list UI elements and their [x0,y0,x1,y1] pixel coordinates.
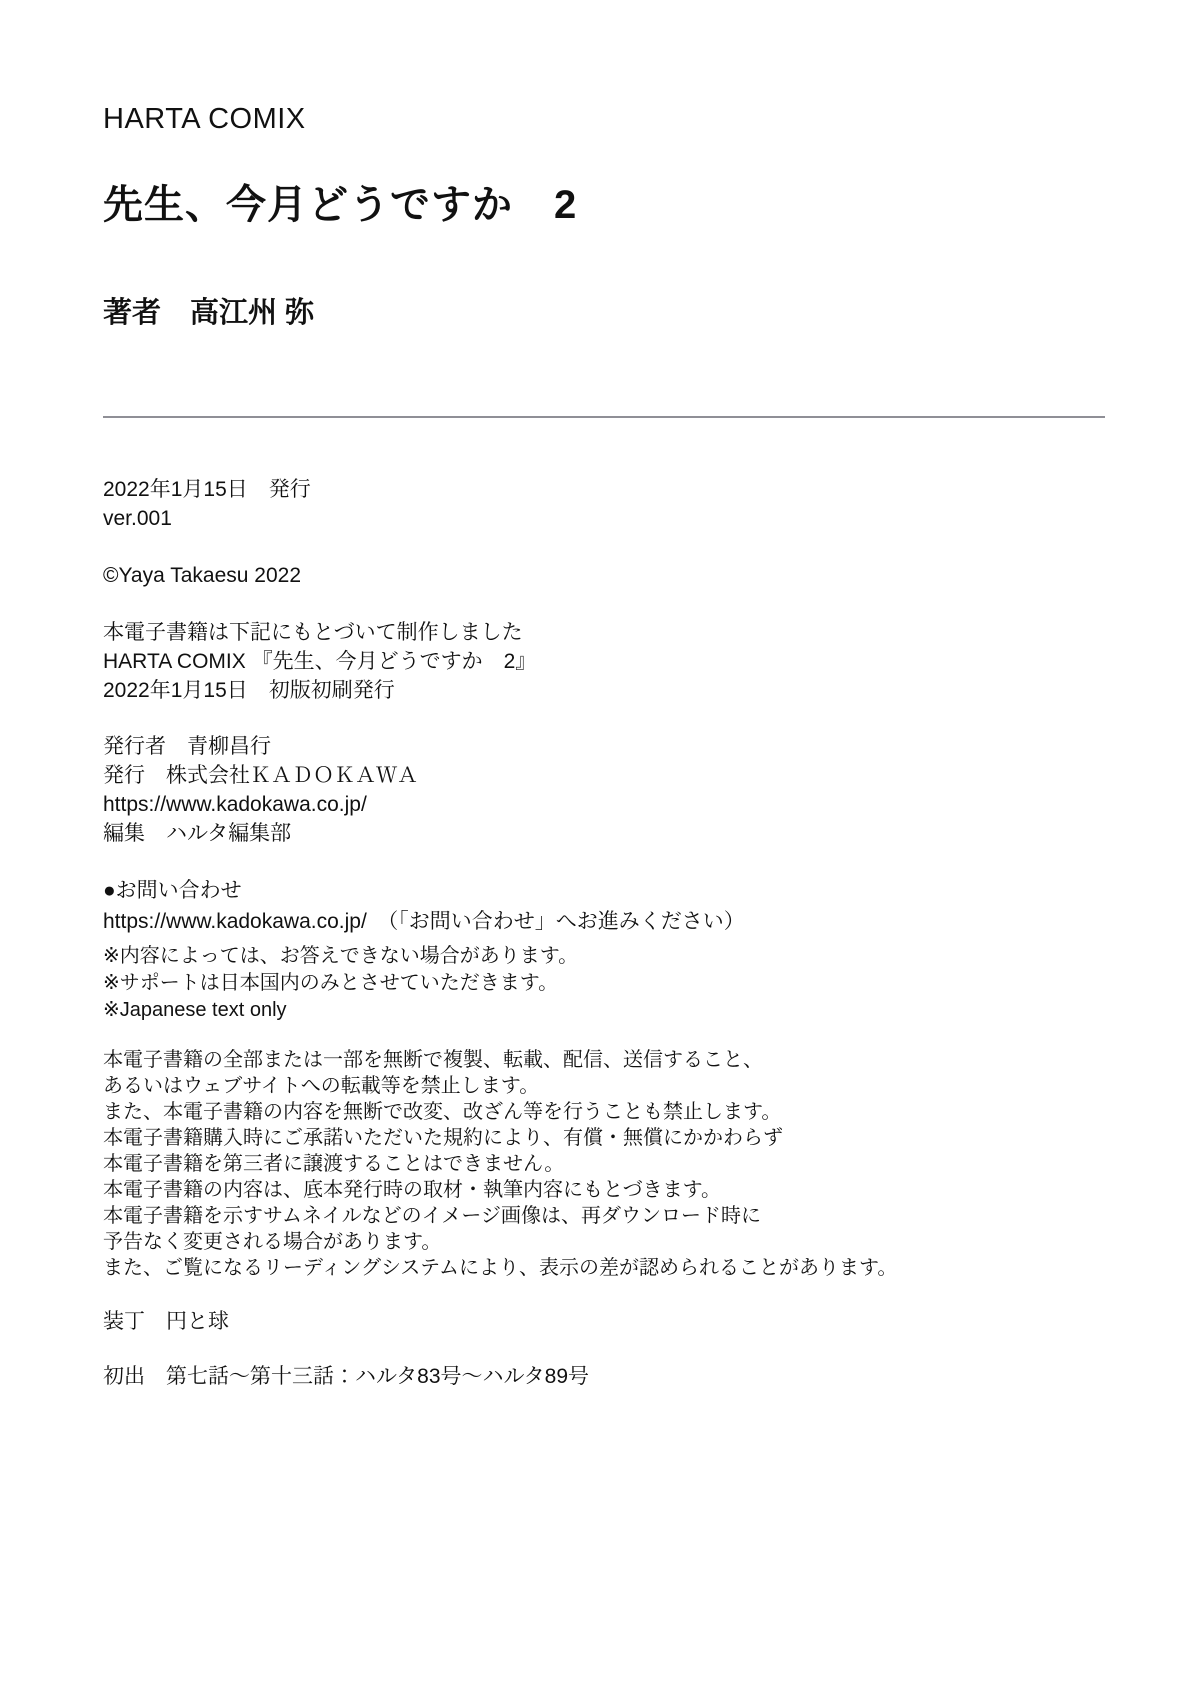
divider-rule [103,416,1105,418]
source-print-date-line: 2022年1月15日 初版初刷発行 [103,679,395,702]
book-design-line: 装丁 円と球 [103,1310,229,1333]
book-title: 先生、今月どうですか 2 [103,183,578,227]
legal-line: 本電子書籍の全部または一部を無断で複製、転載、配信、送信すること、 [103,1049,763,1071]
editorial-dept-line: 編集 ハルタ編集部 [103,822,292,845]
author-line: 著者 高江州 弥 [103,297,315,329]
version-line: ver.001 [103,507,172,530]
publisher-block [103,732,1105,848]
legal-line: 本電子書籍を示すサムネイルなどのイメージ画像は、再ダウンロード時に [103,1205,761,1227]
contact-note-line: ※Japanese text only [103,999,287,1021]
legal-line: あるいはウェブサイトへの転載等を禁止します。 [103,1075,540,1097]
issue-block [103,475,1105,533]
issue-date-line: 2022年1月15日 発行 [103,478,311,501]
legal-line: 本電子書籍を第三者に譲渡することはできません。 [103,1153,565,1175]
contact-heading: ●お問い合わせ [103,879,242,902]
source-note-line: 本電子書籍は下記にもとづいて制作しました [103,621,523,644]
legal-line: 予告なく変更される場合があります。 [103,1231,442,1253]
legal-notice-block [103,1047,1105,1281]
contact-note-line: ※内容によっては、お答えできない場合があります。 [103,945,579,967]
legal-line: 本電子書籍購入時にご承諾いただいた規約により、有償・無償にかかわらず [103,1127,783,1149]
copyright-line: ©Yaya Takaesu 2022 [103,564,302,587]
source-edition-block [103,618,1105,705]
first-publication-line: 初出 第七話～第十三話：ハルタ83号～ハルタ89号 [103,1365,590,1388]
contact-notes [103,943,1105,1024]
contact-block [103,875,1105,1024]
contact-url-line: https://www.kadokawa.co.jp/ （「お問い合わせ」へお進みください） [103,910,745,933]
legal-line: また、本電子書籍の内容を無断で改変、改ざん等を行うことも禁止します。 [103,1101,782,1123]
source-title-line: HARTA COMIX 『先生、今月どうですか 2』 [103,650,537,673]
publisher-person-line: 発行者 青柳昌行 [103,735,271,758]
legal-line: また、ご覧になるリーディングシステムにより、表示の差が認められることがあります。 [103,1257,898,1279]
contact-note-line: ※サポートは日本国内のみとさせていただきます。 [103,972,559,994]
imprint-label: HARTA COMIX [103,103,306,135]
publisher-company-line: 発行 株式会社ＫＡＤＯＫＡＷＡ [103,764,418,787]
legal-line: 本電子書籍の内容は、底本発行時の取材・執筆内容にもとづきます。 [103,1179,721,1201]
publisher-url-line: https://www.kadokawa.co.jp/ [103,793,367,816]
